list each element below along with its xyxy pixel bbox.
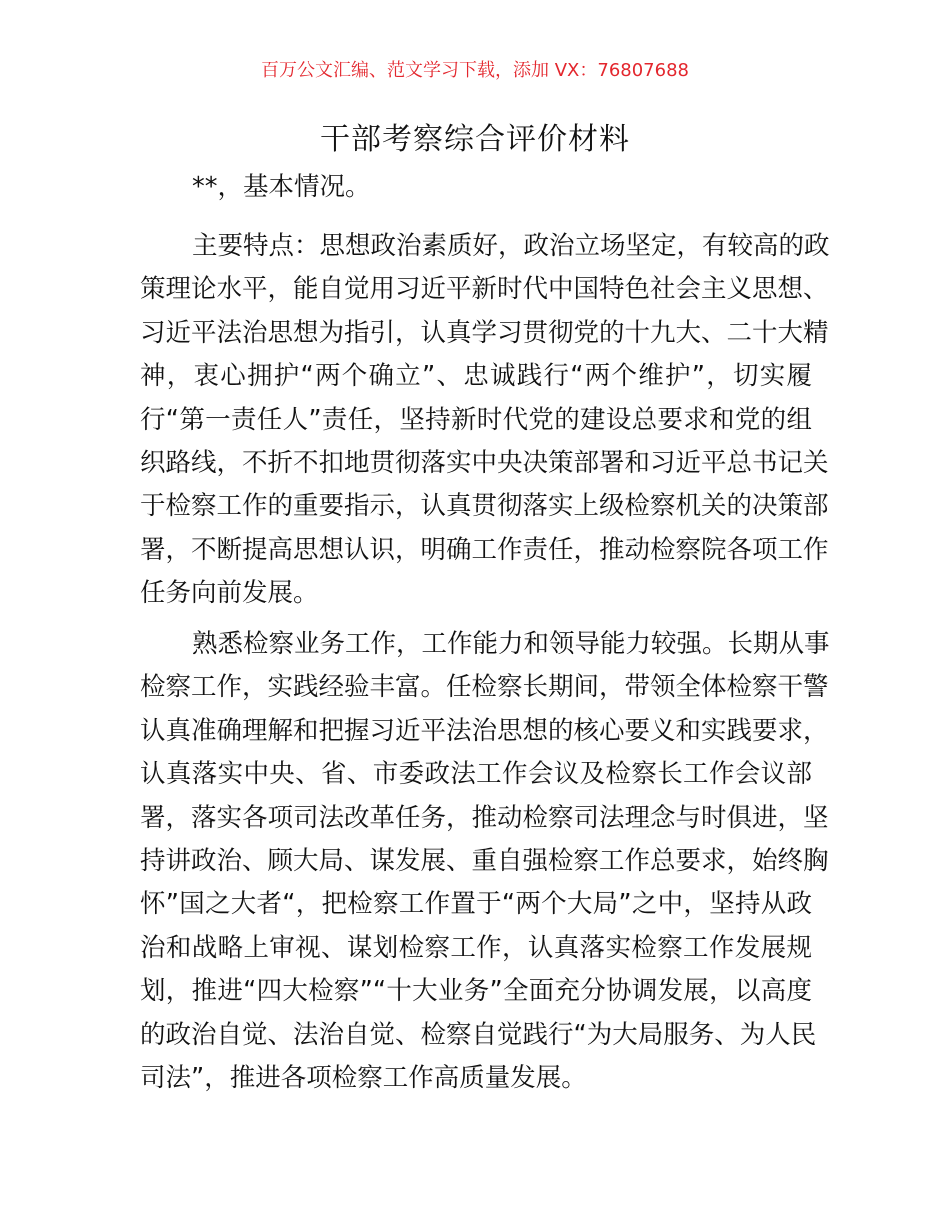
paragraph-line: 认真准确理解和把握习近平法治思想的核心要义和实践要求， (140, 715, 829, 746)
paragraph-line: 于检察工作的重要指示，认真贯彻落实上级检察机关的决策部 (140, 491, 829, 522)
paragraph-line: 司法”，推进各项检察工作高质量发展。 (140, 1062, 587, 1093)
paragraph-line: 检察工作，实践经验丰富。任检察长期间，带领全体检察干警 (140, 672, 829, 703)
watermark-banner: 百万公文汇编、范文学习下载，添加 VX：76807688 (261, 60, 689, 81)
paragraph-line: 习近平法治思想为指引，认真学习贯彻党的十九大、二十大精 (140, 317, 829, 348)
paragraph-line: 认真落实中央、省、市委政法工作会议及检察长工作会议部 (140, 759, 812, 790)
paragraph-line: 的政治自觉、法治自觉、检察自觉践行“为大局服务、为人民 (140, 1019, 817, 1050)
paragraph-line: 怀”国之大者“，把检察工作置于“两个大局”之中，坚持从政 (140, 889, 812, 920)
paragraph-line: 行“第一责任人”责任，坚持新时代党的建设总要求和党的组 (140, 404, 812, 435)
paragraph-line: 熟悉检察业务工作，工作能力和领导能力较强。长期从事 (192, 629, 830, 659)
document-title: 干部考察综合评价材料 (320, 122, 630, 157)
paragraph-line: 主要特点：思想政治素质好，政治立场坚定，有较高的政 (192, 231, 830, 261)
paragraph-line: 署，落实各项司法改革任务，推动检察司法理念与时俱进，坚 (140, 802, 829, 833)
paragraph-line: 划，推进“四大检察”“十大业务”全面充分协调发展，以高度 (140, 976, 812, 1007)
paragraph-basic-info (140, 166, 812, 209)
paragraph-main-features (140, 225, 830, 616)
paragraph-line: 任务向前发展。 (140, 578, 319, 609)
paragraph-line: **，基本情况。 (192, 172, 371, 202)
paragraph-line: 策理论水平，能自觉用习近平新时代中国特色社会主义思想、 (140, 274, 829, 305)
paragraph-line: 持讲政治、顾大局、谋发展、重自强检察工作总要求，始终胸 (140, 845, 829, 876)
paragraph-work-ability (140, 623, 830, 1100)
paragraph-line: 治和战略上审视、谋划检察工作，认真落实检察工作发展规 (140, 932, 812, 963)
paragraph-line: 署，不断提高思想认识，明确工作责任，推动检察院各项工作 (140, 534, 829, 565)
paragraph-line: 织路线，不折不扣地贯彻落实中央决策部署和习近平总书记关 (140, 447, 829, 478)
paragraph-line: 神，衷心拥护“两个确立”、忠诚践行“两个维护”，切实履 (140, 361, 812, 392)
